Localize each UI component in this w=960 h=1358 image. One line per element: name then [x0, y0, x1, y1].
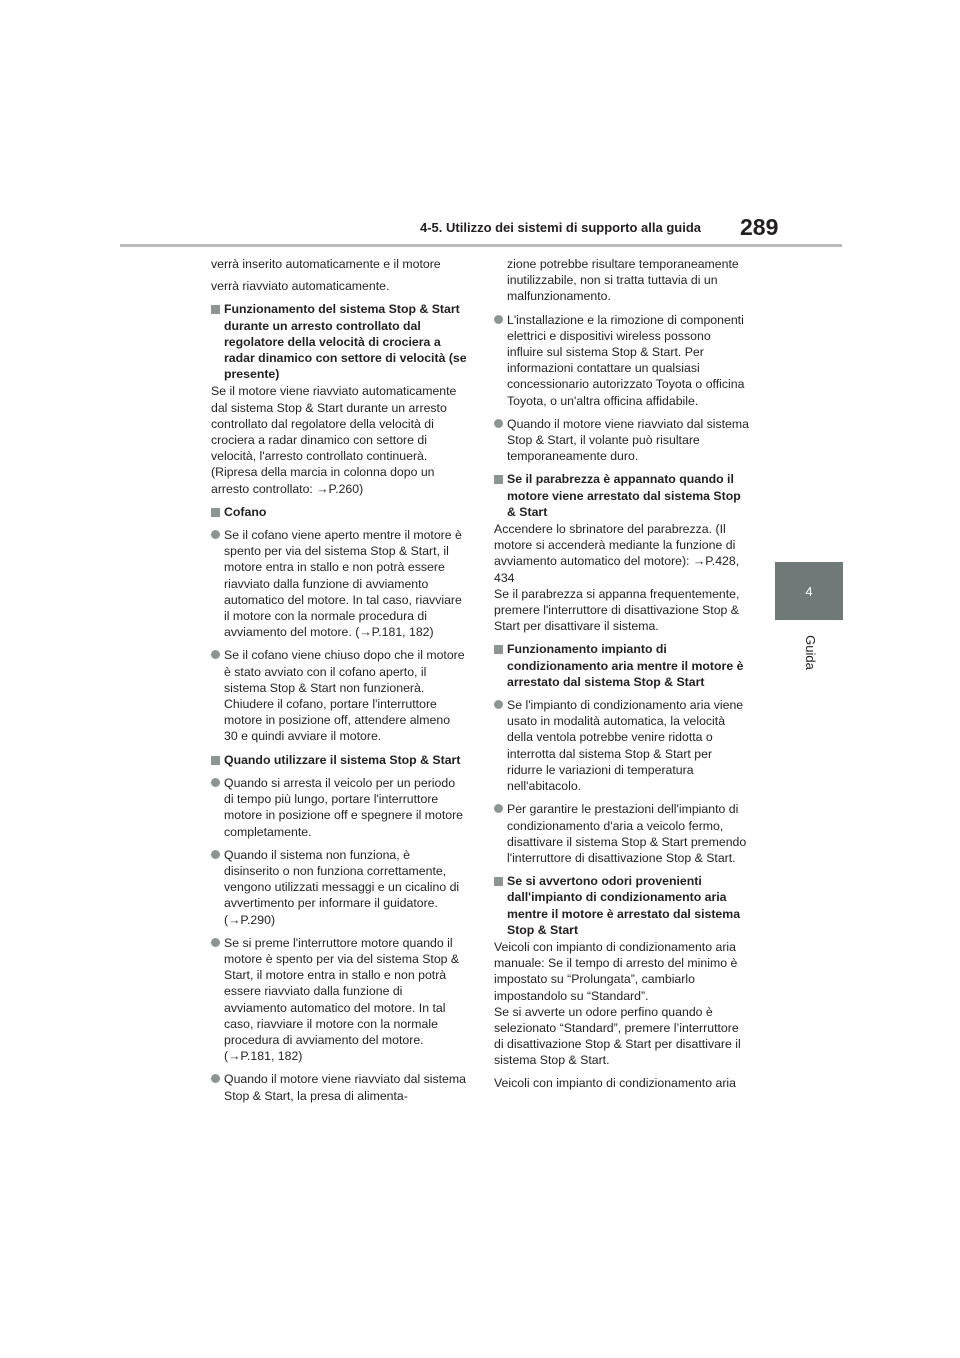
- list-item: L'installazione e la rimozione di componenti elettrici e dispositivi wireless possono influire sul sistema Stop & Start. Per informazioni contattare un qualsiasi concessionario autorizzato Toyota o officina Toyota, o un'altra officina affidabile.: [494, 312, 750, 409]
- circle-bullet-icon: [211, 938, 220, 947]
- list-item: Quando il motore viene riavviato dal sistema Stop & Start, la presa di alimenta-: [211, 1071, 467, 1103]
- chapter-label: [790, 632, 830, 672]
- square-bullet-icon: [494, 475, 503, 484]
- paragraph: Se il parabrezza si appanna frequentemente, premere l'interruttore di disattivazione Stop & Start per disattivare il sistema.: [494, 586, 740, 634]
- paragraph: Veicoli con impianto di condizionamento aria manuale: Se il tempo di arresto del minimo è impostato su “Prolungata”, cambiarlo impostandolo su “Standard”.: [494, 939, 738, 1003]
- left-column: [211, 256, 467, 1104]
- circle-bullet-icon: [211, 850, 220, 859]
- list-item: Se l'impianto di condizionamento aria viene usato in modalità automatica, la velocità della ventola potrebbe venire ridotta o interrotta dal sistema Stop & Start per ridurre le variazioni di temperatura nell'abitacolo.: [494, 697, 750, 794]
- section-title: 4-5. Utilizzo dei sistemi di supporto alla guida: [420, 220, 701, 235]
- square-bullet-icon: [494, 877, 503, 886]
- chapter-number: 4: [805, 583, 813, 599]
- square-bullet-icon: [211, 305, 220, 314]
- header-divider: [120, 244, 842, 247]
- paragraph: Se il motore viene riavviato automaticamente dal sistema Stop & Start durante un arresto controllato dal regolatore della velocità di crociera a radar dinamico con settore di velocità, l'arresto controllato continuerà. (Ripresa della marcia in colonna dopo un arresto controllato: →P.260): [211, 384, 457, 496]
- list-item-continuation: zione potrebbe risultare temporaneamente inutilizzabile, non si tratta tuttavia di un malfunzionamento.: [507, 257, 739, 304]
- section-heading: Se il parabrezza è appannato quando il motore viene arrestato dal sistema Stop & Start: [494, 471, 750, 520]
- chapter-label-text: Guida: [802, 634, 818, 670]
- circle-bullet-icon: [211, 778, 220, 787]
- circle-bullet-icon: [494, 419, 503, 428]
- list-item: Se si preme l'interruttore motore quando il motore è spento per via del sistema Stop & Start, il motore entra in stallo e non potrà essere riavviato dalla funzione di avviamento automatico del motore. In tal caso, riavviare il motore con la normale procedura di avviamento del motore. (→P.181, 182): [211, 935, 467, 1065]
- intro-line: verrà riavviato automaticamente.: [211, 279, 390, 294]
- section-heading: Funzionamento del sistema Stop & Start durante un arresto controllato dal regolatore della velocità di crociera a radar dinamico con settore di velocità (se presente): [211, 301, 467, 382]
- section-heading: Funzionamento impianto di condizionamento aria mentre il motore è arrestato dal sistema Stop & Start: [494, 641, 750, 690]
- circle-bullet-icon: [211, 650, 220, 659]
- square-bullet-icon: [494, 645, 503, 654]
- list-item: Per garantire le prestazioni dell'impianto di condizionamento d'aria a veicolo fermo, disattivare il sistema Stop & Start premendo l'interruttore di disattivazione Stop & Start.: [494, 801, 750, 866]
- circle-bullet-icon: [211, 1074, 220, 1083]
- section-heading: Cofano: [211, 504, 467, 520]
- chapter-tab: [775, 562, 843, 620]
- square-bullet-icon: [211, 508, 220, 517]
- square-bullet-icon: [211, 756, 220, 765]
- section-heading: Quando utilizzare il sistema Stop & Start: [211, 752, 467, 768]
- paragraph: Accendere lo sbrinatore del parabrezza. (Il motore si accenderà mediante la funzione di avviamento automatico del motore): →P.428, 434: [494, 522, 740, 585]
- paragraph: Se si avverte un odore perfino quando è selezionato “Standard”, premere l’interruttore di disattivazione Stop & Start per disattivare il sistema Stop & Start.: [494, 1004, 741, 1068]
- circle-bullet-icon: [494, 700, 503, 709]
- circle-bullet-icon: [211, 530, 220, 539]
- list-item: Se il cofano viene chiuso dopo che il motore è stato avviato con il cofano aperto, il sistema Stop & Start non funzionerà. Chiudere il cofano, portare l'interruttore motore in posizione off, attendere almeno 30 e quindi avviare il motore.: [211, 647, 467, 744]
- list-item: Quando si arresta il veicolo per un periodo di tempo più lungo, portare l'interruttore motore in posizione off e spegnere il motore completamente.: [211, 775, 467, 840]
- circle-bullet-icon: [494, 315, 503, 324]
- list-item: Quando il motore viene riavviato dal sistema Stop & Start, il volante può risultare temporaneamente duro.: [494, 416, 750, 465]
- page-number: 289: [740, 214, 779, 240]
- right-column: [494, 256, 750, 1097]
- circle-bullet-icon: [494, 804, 503, 813]
- intro-line: verrà inserito automaticamente e il motore: [211, 257, 441, 271]
- list-item: Se il cofano viene aperto mentre il motore è spento per via del sistema Stop & Start, il motore entra in stallo e non potrà essere riavviato dalla funzione di avviamento automatico del motore. In tal caso, riavviare il motore con la normale procedura di avviamento del motore. (→P.181, 182): [211, 527, 467, 640]
- section-heading: Se si avvertono odori provenienti dall'impianto di condizionamento aria mentre il motore è arrestato dal sistema Stop & Start: [494, 873, 750, 938]
- list-item: Quando il sistema non funziona, è disinserito o non funziona correttamente, vengono utilizzati messaggi e un cicalino di avvertimento per informare il guidatore. (→P.290): [211, 847, 467, 928]
- paragraph: Veicoli con impianto di condizionamento aria: [494, 1075, 736, 1090]
